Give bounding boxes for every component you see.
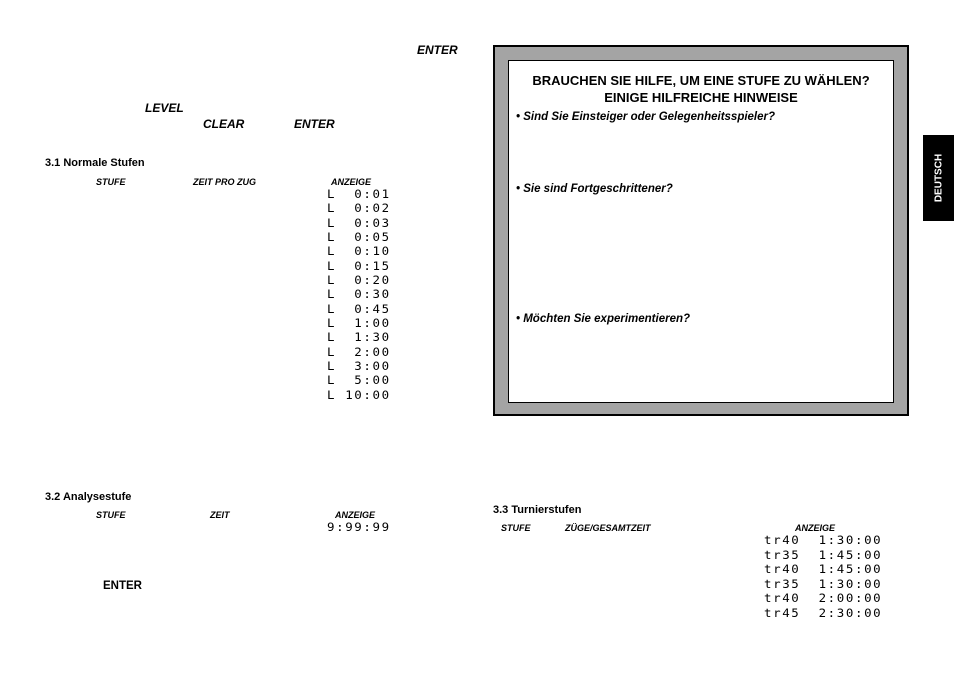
lcd-display-row: L 1:30: [327, 330, 391, 345]
lcd-display-list-normal: [327, 187, 391, 402]
lcd-display-row: L 0:05: [327, 230, 391, 245]
column-header-stufe: STUFE: [96, 510, 126, 520]
enter-key-label-bottom: ENTER: [103, 580, 142, 592]
lcd-display-row: tr35 1:45:00: [764, 547, 883, 562]
column-header-zuege-gesamtzeit: ZÜGE/GESAMTZEIT: [565, 523, 651, 533]
help-question-experiment: • Möchten Sie experimentieren?: [516, 313, 691, 325]
level-key-label: LEVEL: [145, 101, 184, 115]
help-title-line2: EINIGE HILFREICHE HINWEISE: [604, 90, 798, 105]
column-header-anzeige: ANZEIGE: [335, 510, 376, 520]
column-header-zeit: ZEIT: [210, 510, 230, 520]
column-header-zeit-pro-zug: ZEIT PRO ZUG: [193, 177, 256, 187]
section-title-analysis-level: 3.2 Analysestufe: [45, 491, 132, 503]
lcd-display-row: L 10:00: [327, 387, 391, 402]
lcd-display-row: L 1:00: [327, 316, 391, 331]
column-header-stufe: STUFE: [501, 523, 531, 533]
lcd-display-row: tr40 1:45:00: [764, 562, 883, 577]
lcd-display-analysis: 9:99:99: [327, 520, 391, 534]
lcd-display-row: tr45 2:30:00: [764, 605, 883, 620]
lcd-display-list-tournament: [764, 533, 882, 621]
column-header-anzeige: ANZEIGE: [331, 177, 372, 187]
lcd-display-row: L 5:00: [327, 373, 391, 388]
language-tab: [923, 135, 954, 221]
help-question-advanced: • Sie sind Fortgeschrittener?: [516, 183, 673, 195]
lcd-display-row: L 0:15: [327, 258, 391, 273]
lcd-display-row: L 0:30: [327, 287, 391, 302]
lcd-display-row: L 0:45: [327, 301, 391, 316]
clear-key-label: CLEAR: [203, 117, 245, 131]
help-question-beginner: • Sind Sie Einsteiger oder Gelegenheitsspieler?: [516, 111, 776, 123]
lcd-display-row: tr40 2:00:00: [764, 591, 883, 606]
lcd-display-row: L 0:01: [327, 187, 391, 201]
column-header-stufe: STUFE: [96, 177, 126, 187]
help-title-line1: BRAUCHEN SIE HILFE, UM EINE STUFE ZU WÄHLEN?: [532, 73, 870, 88]
lcd-display-row: L 0:02: [327, 201, 391, 216]
lcd-display-row: L 0:10: [327, 244, 391, 259]
section-title-tournament-levels: 3.3 Turnierstufen: [493, 504, 582, 516]
lcd-display-row: L 2:00: [327, 344, 391, 359]
enter-key-label-top: ENTER: [417, 43, 458, 57]
enter-key-label-mid: ENTER: [294, 117, 335, 131]
language-tab-label: DEUTSCH: [933, 153, 944, 203]
section-title-normal-levels: 3.1 Normale Stufen: [45, 157, 145, 169]
help-box: [493, 45, 909, 416]
lcd-display-row: tr35 1:30:00: [764, 576, 883, 591]
column-header-anzeige: ANZEIGE: [795, 523, 836, 533]
lcd-display-row: tr40 1:30:00: [764, 533, 883, 547]
lcd-display-row: L 0:03: [327, 215, 391, 230]
help-box-inner: [508, 60, 894, 403]
lcd-display-row: L 3:00: [327, 359, 391, 374]
lcd-display-row: L 0:20: [327, 273, 391, 288]
